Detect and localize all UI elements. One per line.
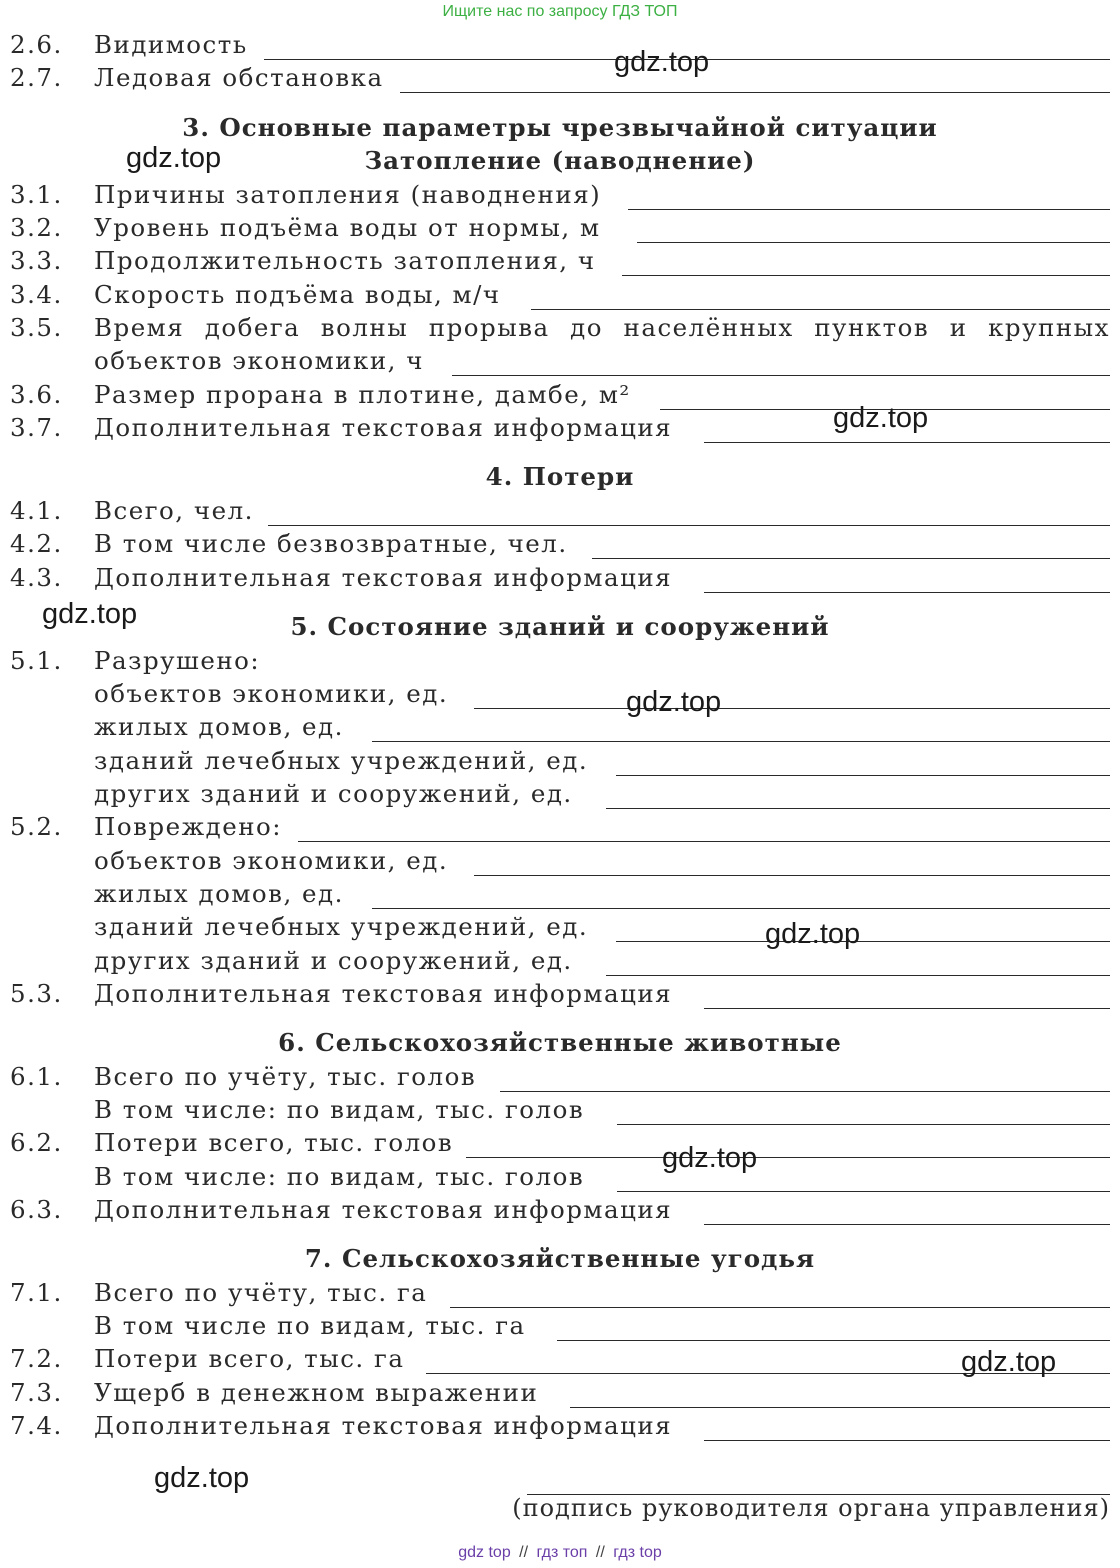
item-number: 3.6.	[10, 380, 63, 409]
form-row-5-1-c	[0, 744, 1120, 777]
fill-line[interactable]	[570, 1407, 1110, 1408]
item-number: 7.1.	[10, 1278, 63, 1307]
item-number: 6.3.	[10, 1195, 63, 1224]
form-row-4-3	[0, 561, 1120, 594]
form-row-3-3	[0, 244, 1120, 277]
fill-line[interactable]	[704, 1008, 1110, 1009]
form-row-7-3	[0, 1376, 1120, 1409]
item-number: 7.3.	[10, 1378, 63, 1407]
watermark: gdz.top	[614, 46, 710, 78]
form-row-5-2-c	[0, 910, 1120, 943]
fill-line[interactable]	[617, 1191, 1110, 1192]
item-number: 4.2.	[10, 529, 63, 558]
fill-line[interactable]	[466, 1157, 1110, 1158]
form-row-5-1-b	[0, 710, 1120, 743]
form-row-3-5-cont	[0, 344, 1120, 377]
watermark: gdz.top	[765, 918, 861, 950]
item-label: жилых домов, ед.	[94, 879, 344, 908]
form-row-7-1-a	[0, 1309, 1120, 1342]
watermark: gdz.top	[626, 686, 722, 718]
fill-line[interactable]	[531, 309, 1110, 310]
watermark: gdz.top	[126, 142, 222, 174]
item-label: Дополнительная текстовая информация	[94, 413, 673, 442]
fill-line[interactable]	[616, 941, 1110, 942]
item-label: Уровень подъёма воды от нормы, м	[94, 213, 601, 242]
form-row-6-3	[0, 1193, 1120, 1226]
item-number: 7.2.	[10, 1344, 63, 1373]
form-row-4-2	[0, 527, 1120, 560]
item-label: зданий лечебных учреждений, ед.	[94, 746, 589, 775]
form-row-6-2	[0, 1126, 1120, 1159]
form-row-3-2	[0, 211, 1120, 244]
item-number: 3.5.	[10, 313, 63, 342]
item-label: Всего по учёту, тыс. га	[94, 1278, 428, 1307]
bottom-link-1[interactable]: gdz top	[458, 1544, 511, 1561]
item-label: В том числе: по видам, тыс. голов	[94, 1162, 585, 1191]
bottom-link-3[interactable]: гдз top	[613, 1544, 662, 1561]
form-row-2-7	[0, 61, 1120, 94]
item-number: 2.7.	[10, 63, 63, 92]
watermark: gdz.top	[662, 1142, 758, 1174]
item-label: зданий лечебных учреждений, ед.	[94, 912, 589, 941]
watermark: gdz.top	[154, 1462, 250, 1494]
fill-line[interactable]	[268, 525, 1110, 526]
form-row-6-1-a	[0, 1093, 1120, 1126]
item-number: 5.2.	[10, 812, 63, 841]
fill-line[interactable]	[557, 1340, 1110, 1341]
fill-line[interactable]	[606, 975, 1110, 976]
fill-line[interactable]	[400, 92, 1110, 93]
item-label: Причины затопления (наводнения)	[94, 180, 602, 209]
item-label: других зданий и сооружений, ед.	[94, 946, 573, 975]
form-row-3-4	[0, 278, 1120, 311]
section-4-title: 4. Потери	[485, 462, 635, 491]
fill-line[interactable]	[474, 875, 1110, 876]
form-row-7-2	[0, 1342, 1120, 1375]
item-number: 2.6.	[10, 30, 63, 59]
form-row-5-2-a	[0, 844, 1120, 877]
item-number: 3.4.	[10, 280, 63, 309]
form-row-3-1	[0, 178, 1120, 211]
section-3-subtitle: Затопление (наводнение)	[364, 146, 756, 175]
form-row-5-3	[0, 977, 1120, 1010]
fill-line[interactable]	[637, 242, 1110, 243]
item-number: 4.1.	[10, 496, 63, 525]
section-3-title: 3. Основные параметры чрезвычайной ситуации	[182, 113, 938, 142]
form-row-5-1-d	[0, 777, 1120, 810]
bottom-link-2[interactable]: гдз топ	[536, 1544, 588, 1561]
item-label: Всего, чел.	[94, 496, 254, 525]
item-number: 5.3.	[10, 979, 63, 1008]
form-row-4-1	[0, 494, 1120, 527]
item-label: объектов экономики, ч	[94, 346, 424, 375]
item-label: объектов экономики, ед.	[94, 846, 449, 875]
item-label: Дополнительная текстовая информация	[94, 1195, 673, 1224]
item-label: В том числе по видам, тыс. га	[94, 1311, 526, 1340]
bottom-banner	[0, 1541, 1120, 1565]
item-label: Видимость	[94, 30, 248, 59]
fill-line[interactable]	[704, 442, 1110, 443]
form-row-5-2-b	[0, 877, 1120, 910]
watermark: gdz.top	[42, 598, 138, 630]
separator: //	[519, 1544, 529, 1561]
form-row-7-4	[0, 1409, 1120, 1442]
item-label: Дополнительная текстовая информация	[94, 563, 673, 592]
section-7-title: 7. Сельскохозяйственные угодья	[304, 1244, 816, 1273]
fill-line[interactable]	[606, 808, 1110, 809]
fill-line[interactable]	[474, 708, 1110, 709]
item-number: 3.3.	[10, 246, 63, 275]
form-row-5-2-d	[0, 944, 1120, 977]
item-number: 4.3.	[10, 563, 63, 592]
top-banner: Ищите нас по запросу ГДЗ ТОП	[442, 3, 678, 20]
item-label: В том числе безвозвратные, чел.	[94, 529, 568, 558]
item-label: Потери всего, тыс. голов	[94, 1128, 454, 1157]
fill-line[interactable]	[372, 741, 1110, 742]
fill-line[interactable]	[628, 209, 1110, 210]
item-label: Скорость подъёма воды, м/ч	[94, 280, 501, 309]
item-label: Дополнительная текстовая информация	[94, 1411, 673, 1440]
item-number: 7.4.	[10, 1411, 63, 1440]
form-row-3-6	[0, 378, 1120, 411]
item-label: Продолжительность затопления, ч	[94, 246, 596, 275]
fill-line[interactable]	[298, 841, 1110, 842]
fill-line[interactable]	[704, 1440, 1110, 1441]
item-label: других зданий и сооружений, ед.	[94, 779, 573, 808]
fill-line[interactable]	[622, 275, 1110, 276]
item-number: 6.2.	[10, 1128, 63, 1157]
fill-line[interactable]	[372, 908, 1110, 909]
section-5-title: 5. Состояние зданий и сооружений	[290, 612, 830, 641]
form-row-3-5	[0, 311, 1120, 344]
item-label: Потери всего, тыс. га	[94, 1344, 405, 1373]
item-number: 6.1.	[10, 1062, 63, 1091]
fill-line[interactable]	[452, 375, 1110, 376]
item-label: В том числе: по видам, тыс. голов	[94, 1095, 585, 1124]
form-row-5-1	[0, 644, 1120, 677]
item-label: Разрушено:	[94, 646, 261, 675]
fill-line[interactable]	[704, 592, 1110, 593]
item-number: 3.1.	[10, 180, 63, 209]
item-number: 3.2.	[10, 213, 63, 242]
watermark: gdz.top	[833, 402, 929, 434]
form-row-5-2	[0, 810, 1120, 843]
item-label: Ледовая обстановка	[94, 63, 384, 92]
item-label: Время добега волны прорыва до населённых пунктов и крупных	[94, 313, 1110, 342]
fill-line[interactable]	[500, 1091, 1110, 1092]
item-label: Размер прорана в плотине, дамбе, м²	[94, 380, 631, 409]
item-label: Дополнительная текстовая информация	[94, 979, 673, 1008]
fill-line[interactable]	[450, 1307, 1110, 1308]
signature-caption: (подпись руководителя органа управления)	[512, 1494, 1110, 1522]
watermark: gdz.top	[961, 1346, 1057, 1378]
item-label: объектов экономики, ед.	[94, 679, 449, 708]
fill-line[interactable]	[616, 775, 1110, 776]
item-label: жилых домов, ед.	[94, 712, 344, 741]
form-row-3-7	[0, 411, 1120, 444]
form-row-6-1	[0, 1060, 1120, 1093]
item-number: 5.1.	[10, 646, 63, 675]
fill-line[interactable]	[592, 558, 1110, 559]
separator: //	[595, 1544, 605, 1561]
form-row-5-1-a	[0, 677, 1120, 710]
item-label: Всего по учёту, тыс. голов	[94, 1062, 477, 1091]
item-label: Повреждено:	[94, 812, 283, 841]
item-number: 3.7.	[10, 413, 63, 442]
form-row-6-2-a	[0, 1160, 1120, 1193]
item-label: Ущерб в денежном выражении	[94, 1378, 539, 1407]
fill-line[interactable]	[704, 1224, 1110, 1225]
fill-line[interactable]	[617, 1124, 1110, 1125]
form-row-2-6	[0, 28, 1120, 61]
section-6-title: 6. Сельскохозяйственные животные	[278, 1028, 842, 1057]
form-row-7-1	[0, 1276, 1120, 1309]
